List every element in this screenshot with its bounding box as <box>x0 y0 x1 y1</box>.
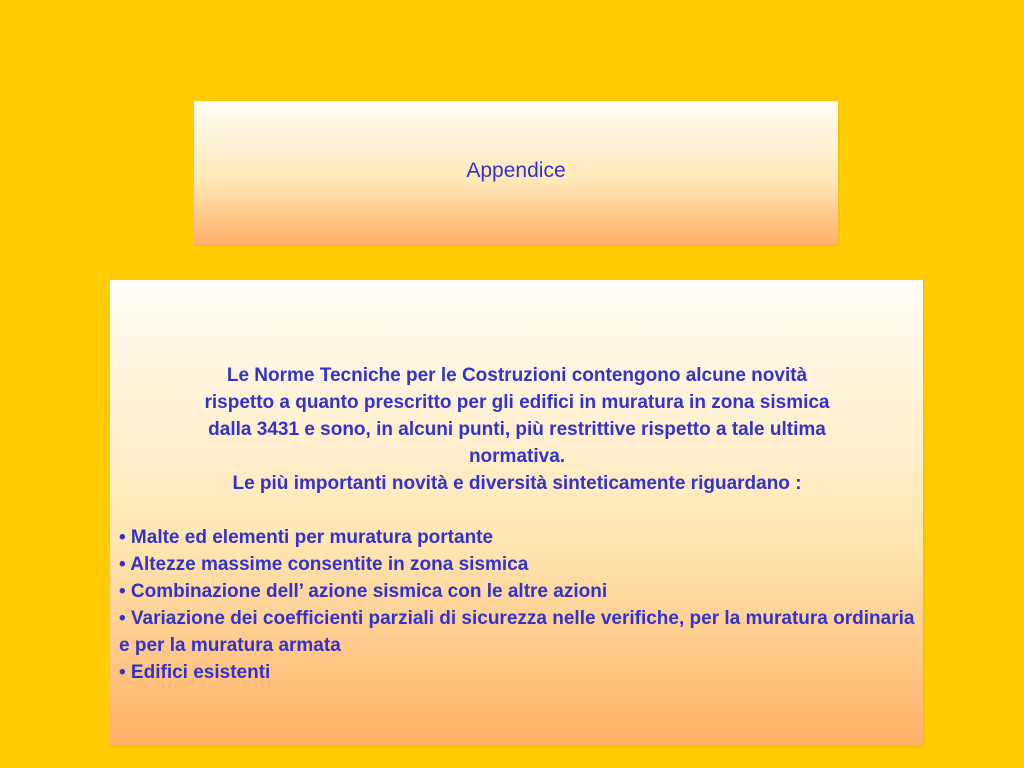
bullet-item: • Altezze massime consentite in zona sismica <box>119 554 529 575</box>
bullet-item: • Malte ed elementi per muratura portante <box>119 527 494 548</box>
bullet-list <box>119 524 915 686</box>
slide-title: Appendice <box>466 159 566 182</box>
title-box <box>194 101 838 245</box>
intro-summary-line: Le più importanti novità e diversità sinteticamente riguardano : <box>232 473 802 494</box>
bullet-item: • Edifici esistenti <box>119 662 271 683</box>
content-box <box>110 280 923 746</box>
spacer <box>119 497 915 524</box>
bullet-item: • Combinazione dell’ azione sismica con le altre azioni <box>119 581 608 602</box>
intro-paragraph <box>119 362 915 497</box>
bullet-item: • Variazione dei coefficienti parziali di sicurezza nelle verifiche, per la muratura ordinaria e per la muratura armata <box>119 608 915 656</box>
intro-line: rispetto a quanto prescritto per gli edifici in muratura in zona sismica <box>204 392 830 413</box>
intro-line: Le Norme Tecniche per le Costruzioni contengono alcune novità <box>226 365 808 386</box>
intro-line: normativa. <box>468 446 566 467</box>
intro-line: dalla 3431 e sono, in alcuni punti, più restrittive rispetto a tale ultima <box>208 419 826 440</box>
